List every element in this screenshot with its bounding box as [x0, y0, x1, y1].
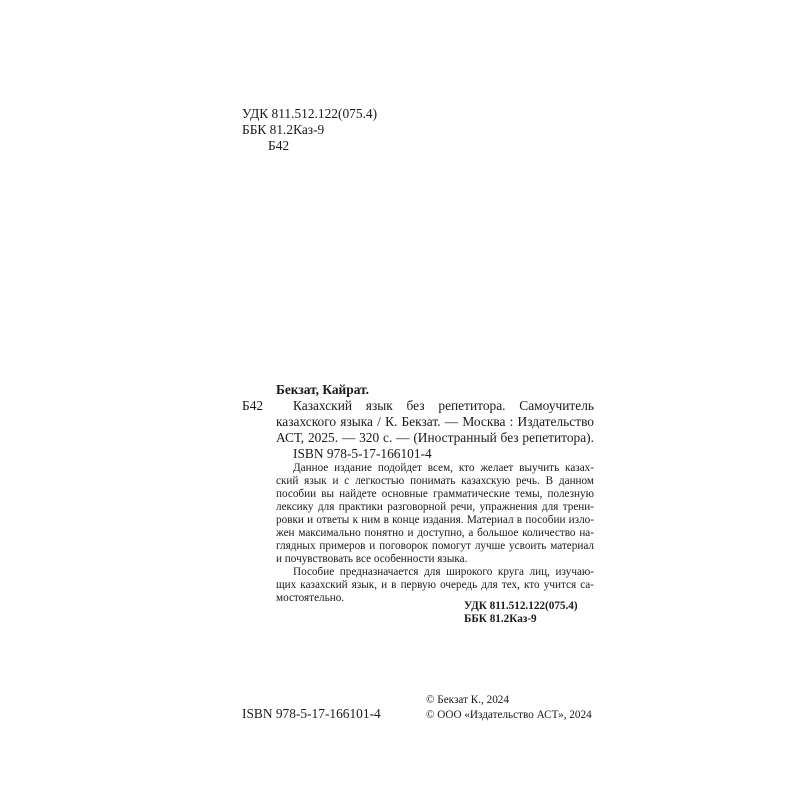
copyright-publisher: © ООО «Издательство АСТ», 2024 [426, 709, 592, 721]
bottom-udk: УДК 811.512.122(075.4) [464, 600, 578, 612]
annotation-p1-line-2: ский язык и с легкостью понимать казахскую речь. В данном [276, 475, 594, 487]
annotation-p1-line-3: пособии вы найдете основные грамматические темы, полезную [276, 488, 594, 500]
top-bbk: ББК 81.2Каз-9 [242, 122, 325, 137]
annotation [0, 462, 800, 604]
annotation-p2-line-2: щих казахский язык, и в первую очередь для тех, кто учится са- [276, 579, 594, 591]
annotation-p1-line-6: жен максимально понятно и доступно, а большое количество на- [276, 527, 594, 539]
bottom-classification-index [0, 600, 800, 630]
annotation-p1-line-5: ровки и ответы к ним в конце издания. Материал в пособии изло- [276, 514, 594, 526]
annotation-p1-line-4: лексику для практики разговорной речи, упражнения для трени- [276, 501, 594, 513]
annotation-p1-line-7: глядных примеров и поговорок помогут лучше усвоить материал [276, 540, 594, 552]
record-description-line-2: казахского языка / К. Бекзат. — Москва : Издательство [276, 414, 594, 429]
record-description-line-1: Казахский язык без репетитора. Самоучитель [293, 398, 594, 413]
top-author-mark: Б42 [268, 138, 290, 153]
annotation-p2-line-3: мостоятельно. [276, 592, 345, 604]
footer-isbn: ISBN 978-5-17-166101-4 [242, 706, 381, 721]
record-author: Бекзат, Кайрат. [276, 382, 369, 397]
top-classification-index [0, 0, 800, 160]
annotation-p2-line-1: Пособие предназначается для широкого круга лиц, изучаю- [293, 566, 594, 578]
copyright-author: © Бекзат К., 2024 [426, 694, 509, 706]
record-description-line-3: АСТ, 2025. — 320 с. — (Иностранный без репетитора). [276, 430, 594, 445]
annotation-p1-line-8: и почувствовать все особенности языка. [276, 553, 468, 565]
record-author-mark: Б42 [242, 398, 264, 413]
record-isbn: ISBN 978-5-17-166101-4 [293, 446, 432, 461]
bibliographic-record [0, 370, 800, 465]
top-udk: УДК 811.512.122(075.4) [242, 106, 378, 121]
bottom-bbk: ББК 81.2Каз-9 [464, 613, 537, 625]
footer [0, 690, 800, 730]
annotation-p1-line-1: Данное издание подойдет всем, кто желает выучить казах- [293, 462, 594, 474]
